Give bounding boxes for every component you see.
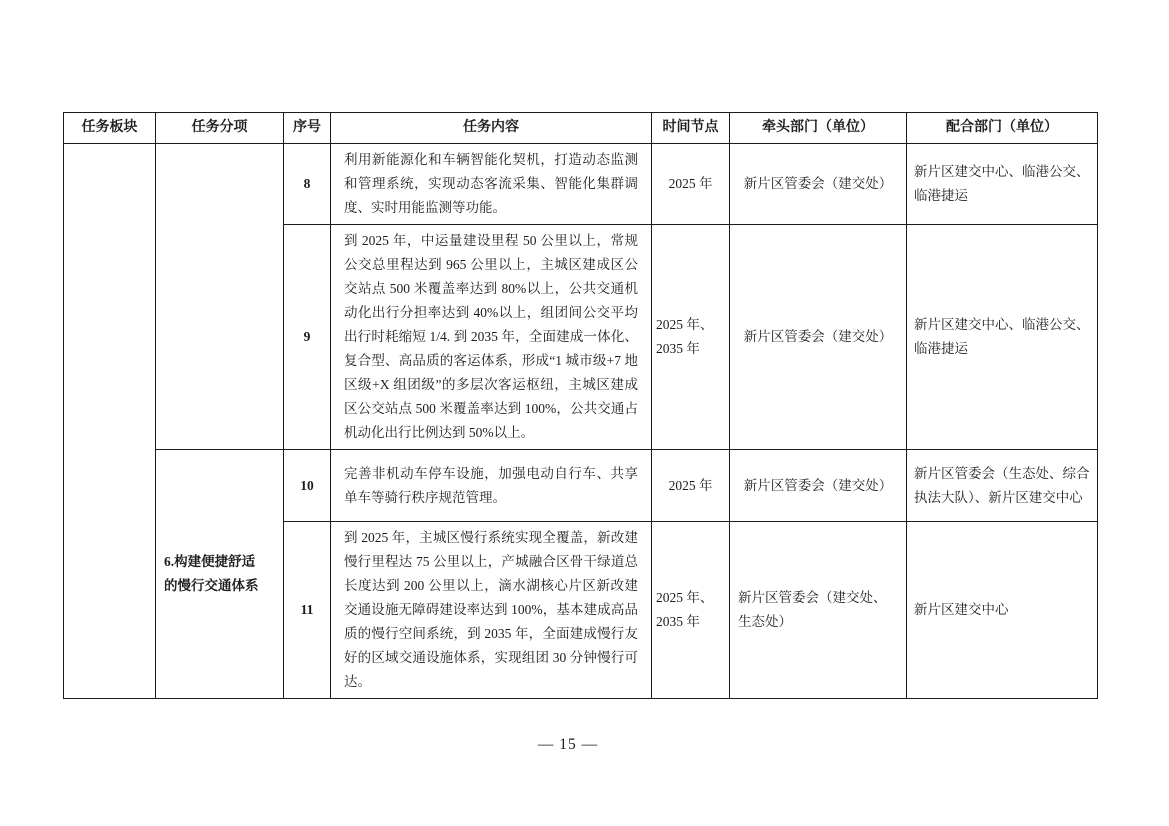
time-node: [652, 225, 730, 450]
header-content: 任务内容: [331, 113, 652, 144]
row-number: 10: [284, 450, 331, 522]
coop-department: 新片区建交中心: [907, 522, 1098, 699]
page-number: — 15 —: [537, 736, 599, 753]
task-content: 到 2025 年，中运量建设里程 50 公里以上，常规公交总里程达到 965 公里以上，主城区建成区公交站点 500 米覆盖率达到 80%以上，公共交通机动化出行分担率达到 40%以上，组团间公交平均出行时耗缩短 1/4. 到 2035 年，全面建成一体化、复合型、高品质的客运体系，形成“1 城市级+7 地区级+X 组团级”的多层次客运枢纽，主城区建成区公交站点 500 米覆盖率达到 100%，公共交通占机动化出行比例达到 50%以上。: [331, 225, 652, 450]
time-node-text: 2025 年、2035 年: [656, 317, 714, 356]
header-module: 任务板块: [64, 113, 156, 144]
lead-department-text: 新片区管委会（建交处）: [743, 176, 893, 191]
header-coop: 配合部门（单位）: [907, 113, 1098, 144]
table-row: [64, 144, 1098, 225]
time-node: [652, 450, 730, 522]
lead-department-text: 新片区管委会（建交处、生态处）: [738, 590, 887, 629]
table-header-row: [64, 113, 1098, 144]
time-node-text: 2025 年: [668, 477, 713, 493]
time-node: [652, 522, 730, 699]
task-content: 利用新能源化和车辆智能化契机，打造动态监测和管理系统，实现动态客流采集、智能化集群调度、实时用能监测等功能。: [331, 144, 652, 225]
task-content: 到 2025 年，主城区慢行系统实现全覆盖，新改建慢行里程达 75 公里以上，产城融合区骨干绿道总长度达到 200 公里以上，滴水湖核心片区新改建交通设施无障碍建设率达到 100%，基本建成高品质的慢行空间系统，到 2035 年，全面建成慢行友好的区域交通设施体系，实现组团 30 分钟慢行可达。: [331, 522, 652, 699]
lead-department: [730, 225, 907, 450]
task-content: 完善非机动车停车设施，加强电动自行车、共享单车等骑行秩序规范管理。: [331, 450, 652, 522]
header-lead: 牵头部门（单位）: [730, 113, 907, 144]
row-number: 11: [284, 522, 331, 699]
subitem-cell-top: [156, 144, 284, 450]
lead-department: [730, 144, 907, 225]
header-subitem: 任务分项: [156, 113, 284, 144]
row-number: 8: [284, 144, 331, 225]
coop-department: 新片区建交中心、临港公交、临港捷运: [907, 144, 1098, 225]
time-node-text: 2025 年、2035 年: [656, 590, 714, 629]
subitem-cell-bottom: 6.构建便捷舒适的慢行交通体系: [156, 450, 284, 699]
lead-department: [730, 522, 907, 699]
row-number: 9: [284, 225, 331, 450]
lead-department-text: 新片区管委会（建交处）: [743, 477, 893, 493]
coop-department: 新片区管委会（生态处、综合执法大队）、新片区建交中心: [907, 450, 1098, 522]
module-cell: [64, 144, 156, 699]
time-node: [652, 144, 730, 225]
lead-department: [730, 450, 907, 522]
header-no: 序号: [284, 113, 331, 144]
coop-department: 新片区建交中心、临港公交、临港捷运: [907, 225, 1098, 450]
header-time: 时间节点: [652, 113, 730, 144]
time-node-text: 2025 年: [668, 176, 713, 191]
lead-department-text: 新片区管委会（建交处）: [743, 329, 893, 344]
task-table: [63, 112, 1098, 699]
table-row: [64, 450, 1098, 522]
